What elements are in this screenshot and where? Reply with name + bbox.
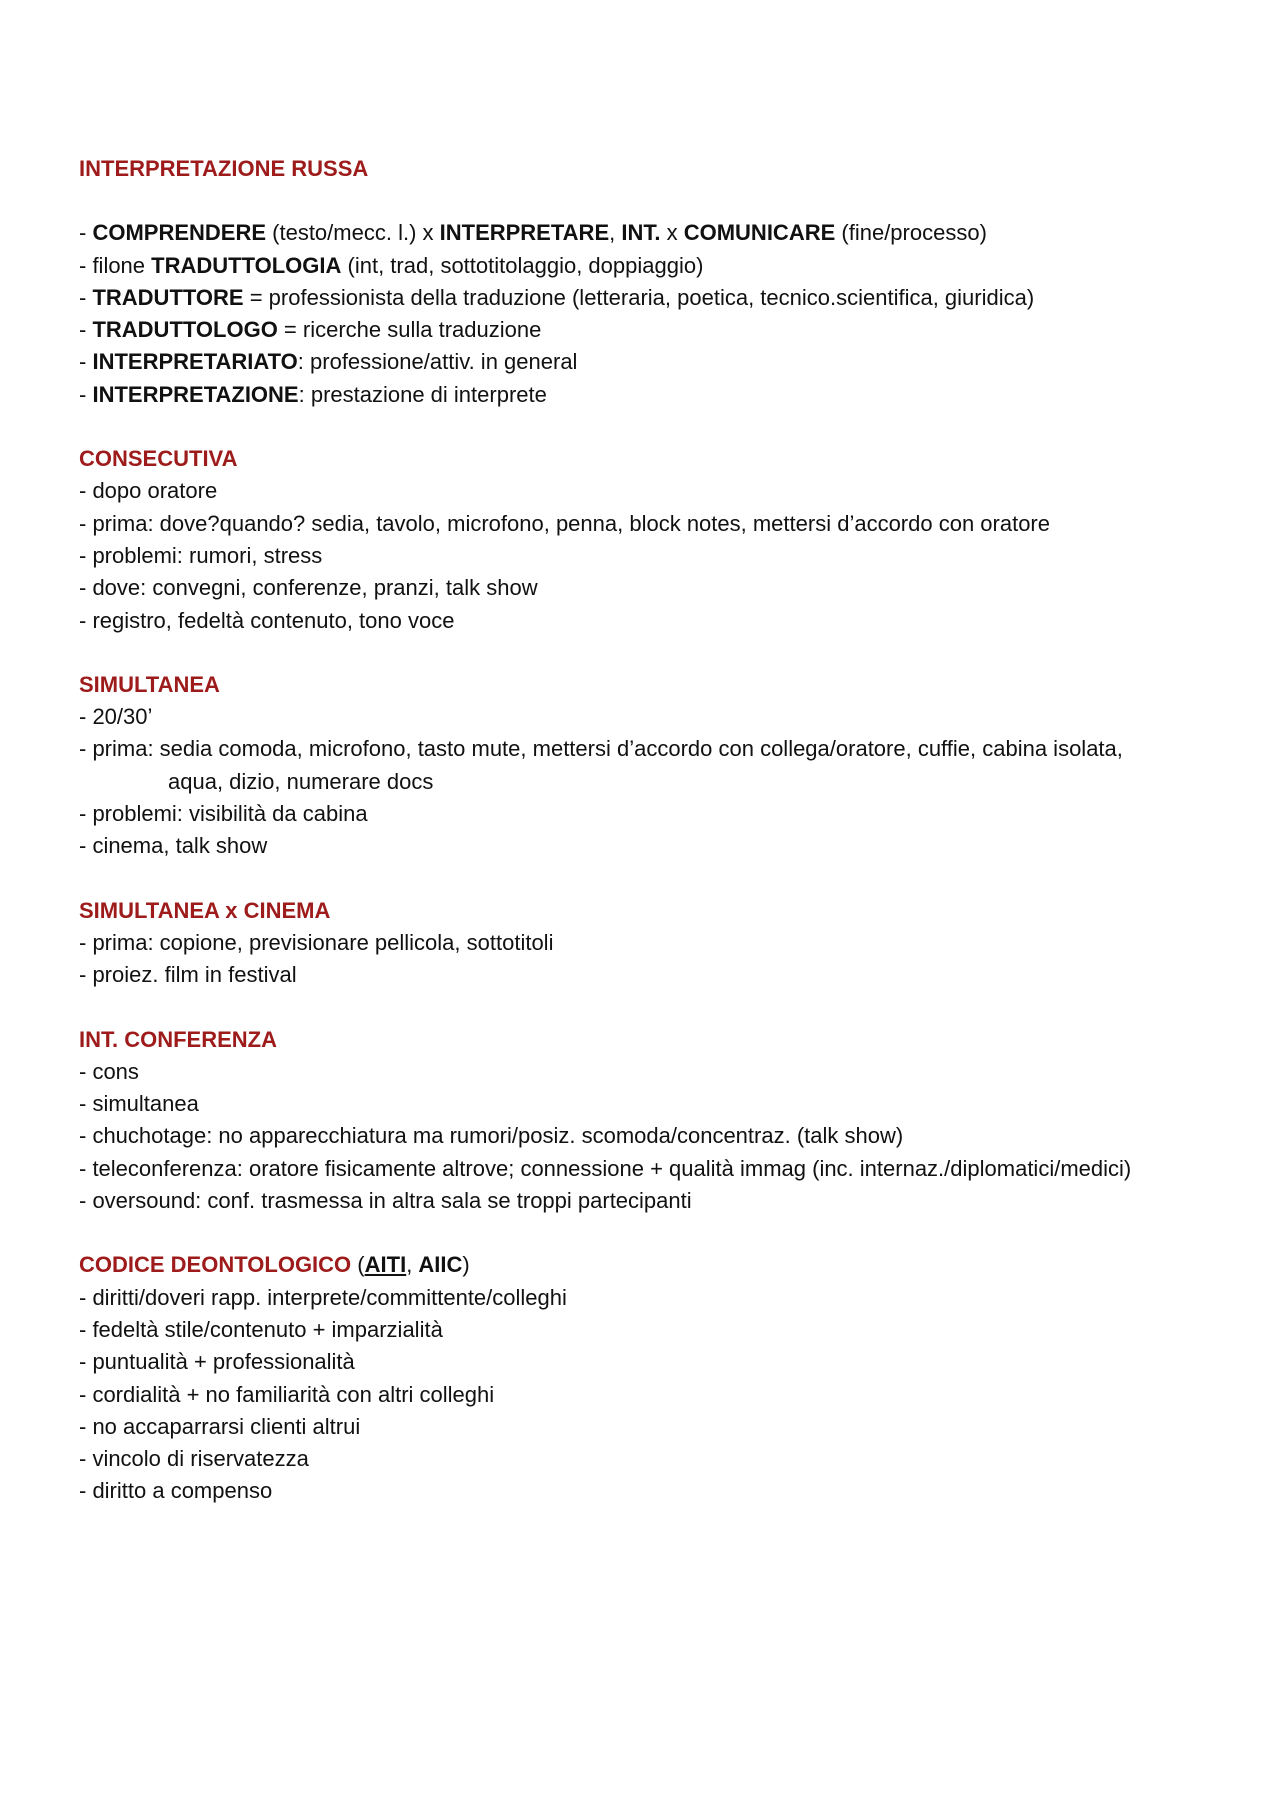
list-item: - cons	[79, 1058, 139, 1084]
text-run: - filone	[79, 252, 152, 278]
list-item	[79, 250, 1229, 282]
bold-term: TRADUTTOLOGIA	[151, 252, 342, 278]
section-int-conferenza	[79, 1024, 1229, 1218]
section-heading: CONSECUTIVA	[79, 446, 238, 472]
section-heading	[79, 1249, 1229, 1281]
bold-term: INTERPRETARIATO	[92, 349, 298, 375]
heading-part: CINEMA	[237, 897, 331, 923]
bold-term: INT.	[621, 220, 661, 246]
text-run: -	[79, 284, 93, 310]
list-item: - dopo oratore	[79, 478, 218, 504]
text-run: (testo/mecc. l.) x	[266, 220, 440, 246]
list-item: - prima: copione, previsionare pellicola, sottotitoli	[79, 929, 554, 955]
list-item: - proiez. film in festival	[79, 962, 297, 988]
heading-title: CODICE DEONTOLOGICO	[79, 1252, 352, 1278]
section-codice-deontologico	[79, 1249, 1229, 1507]
list-item: - dove: convegni, conferenze, pranzi, talk show	[79, 575, 538, 601]
text-run: -	[79, 381, 93, 407]
section-heading: INT. CONFERENZA	[79, 1026, 277, 1052]
list-item: - teleconferenza: oratore fisicamente altrove; connessione + qualità immag (inc. internaz./diplomatici/medici)	[79, 1155, 1132, 1181]
aiic-acronym: AIIC	[418, 1252, 463, 1278]
bold-term: COMPRENDERE	[92, 220, 267, 246]
list-item: - chuchotage: no apparecchiatura ma rumori/posiz. scomoda/concentraz. (talk show)	[79, 1123, 904, 1149]
text-run: (int, trad, sottotitolaggio, doppiaggio)	[341, 252, 704, 278]
list-item-continuation: aqua, dizio, numerare docs	[168, 768, 434, 794]
aiti-acronym: AITI	[364, 1252, 407, 1278]
list-item: - cordialità + no familiarità con altri colleghi	[79, 1381, 495, 1407]
list-item	[79, 379, 1229, 411]
text-run: ,	[609, 220, 622, 246]
bullet-list	[79, 475, 1229, 636]
list-item	[79, 346, 1229, 378]
bold-term: TRADUTTOLOGO	[92, 317, 278, 343]
section-heading: SIMULTANEA	[79, 671, 220, 697]
section-simultanea	[79, 669, 1229, 863]
list-item: - vincolo di riservatezza	[79, 1446, 309, 1472]
list-item	[79, 282, 1229, 314]
list-item	[79, 314, 1229, 346]
list-item: - prima: dove?quando? sedia, tavolo, microfono, penna, block notes, mettersi d’accordo con oratore	[79, 510, 1050, 536]
list-item: - no accaparrarsi clienti altrui	[79, 1413, 361, 1439]
heading-paren: (	[351, 1252, 365, 1278]
section-heading: INTERPRETAZIONE RUSSA	[79, 156, 369, 181]
bold-term: COMUNICARE	[683, 220, 836, 246]
section-interpretazione-russa	[79, 153, 1229, 411]
text-run: (fine/processo)	[835, 220, 987, 246]
list-item: - cinema, talk show	[79, 833, 268, 859]
text-run: = ricerche sulla traduzione	[277, 317, 542, 343]
list-item: - problemi: visibilità da cabina	[79, 801, 368, 827]
section-consecutiva	[79, 443, 1229, 637]
bullet-list	[79, 927, 1229, 992]
bold-term: INTERPRETAZIONE	[92, 381, 299, 407]
bullet-list	[79, 701, 1229, 862]
text-run: : prestazione di interprete	[298, 381, 547, 407]
section-simultanea-cinema	[79, 895, 1229, 992]
text-run: -	[79, 317, 93, 343]
list-item: - diritti/doveri rapp. interprete/committente/colleghi	[79, 1284, 567, 1310]
heading-paren: )	[462, 1252, 470, 1278]
bullet-list	[79, 1282, 1229, 1508]
list-item: - diritto a compenso	[79, 1478, 273, 1504]
list-item	[79, 217, 1229, 249]
heading-x: x	[225, 897, 238, 923]
bullet-list	[79, 1056, 1229, 1217]
text-run: -	[79, 349, 93, 375]
text-run: x	[660, 220, 684, 246]
text-run: : professione/attiv. in general	[297, 349, 578, 375]
list-item: - puntualità + professionalità	[79, 1349, 355, 1375]
list-item: - prima: sedia comoda, microfono, tasto mute, mettersi d’accordo con collega/oratore, cuffie, cabina isolata,	[79, 736, 1123, 762]
heading-part: SIMULTANEA	[79, 897, 226, 923]
list-item: - registro, fedeltà contenuto, tono voce	[79, 607, 455, 633]
intro-list	[79, 217, 1229, 411]
bold-term: INTERPRETARE	[439, 220, 610, 246]
document-page	[79, 153, 1229, 1540]
list-item: - fedeltà stile/contenuto + imparzialità	[79, 1316, 443, 1342]
list-item: - problemi: rumori, stress	[79, 542, 323, 568]
text-run: -	[79, 220, 93, 246]
list-item: - simultanea	[79, 1091, 199, 1117]
list-item: - 20/30’	[79, 704, 153, 730]
heading-comma: ,	[406, 1252, 419, 1278]
text-run: = professionista della traduzione (letteraria, poetica, tecnico.scientifica, giuridica)	[243, 284, 1035, 310]
list-item: - oversound: conf. trasmessa in altra sala se troppi partecipanti	[79, 1188, 692, 1214]
bold-term: TRADUTTORE	[92, 284, 244, 310]
section-heading	[79, 895, 1229, 927]
